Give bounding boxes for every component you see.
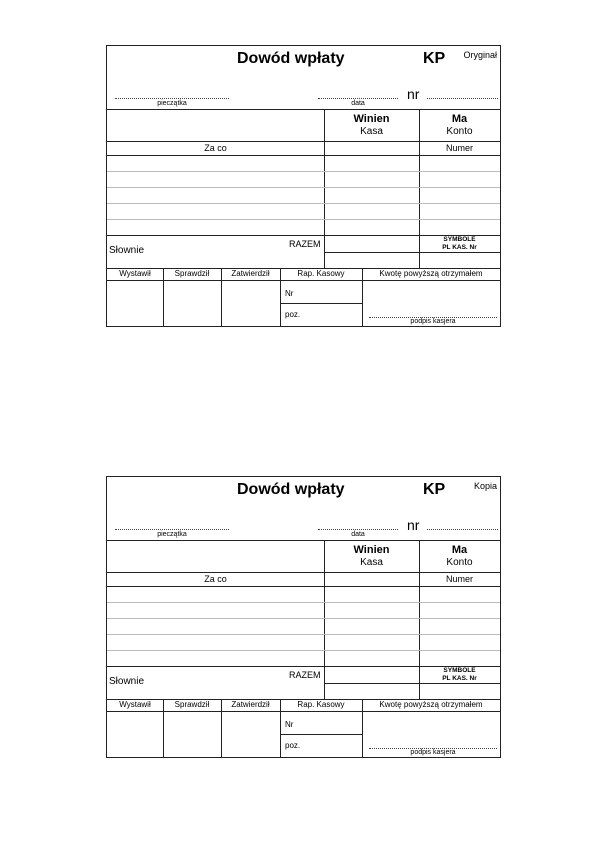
kp-form-original	[106, 45, 501, 327]
date-field[interactable]	[318, 529, 398, 530]
slownie-label: Słownie	[109, 245, 145, 256]
nr-label: nr	[407, 517, 420, 533]
winien-label: Winien	[353, 113, 390, 125]
nr-field[interactable]	[427, 529, 498, 530]
copy-label: Kopia	[473, 481, 497, 491]
pl-kas-nr-label: PL KAS. Nr	[442, 244, 477, 251]
kasa-label: Kasa	[360, 126, 383, 137]
sprawdzil-label: Sprawdził	[174, 269, 210, 278]
nr-field[interactable]	[427, 98, 498, 99]
numer-label: Numer	[445, 143, 473, 153]
podpis-kasjera-label: podpis kasjera	[410, 318, 456, 325]
stamp-label: pieczątka	[157, 100, 187, 107]
ma-label: Ma	[451, 113, 468, 125]
razem-label: RAZEM	[289, 239, 321, 249]
rap-nr-label: Nr	[285, 720, 294, 729]
kp-form-copy	[106, 476, 501, 758]
form-title: Dowód wpłaty	[237, 481, 345, 498]
sprawdzil-label: Sprawdził	[174, 700, 210, 709]
stamp-label: pieczątka	[157, 531, 187, 538]
kwote-label: Kwotę powyższą otrzymałem	[379, 700, 483, 709]
numer-label: Numer	[445, 574, 473, 584]
form-code: KP	[423, 481, 446, 498]
wystawil-label: Wystawił	[119, 700, 151, 709]
stamp-line	[115, 98, 229, 99]
symbole-label: SYMBOLE	[443, 236, 476, 243]
pl-kas-nr-label: PL KAS. Nr	[442, 675, 477, 682]
winien-label: Winien	[353, 544, 390, 556]
kwote-label: Kwotę powyższą otrzymałem	[379, 269, 483, 278]
rap-kasowy-label: Rap. Kasowy	[297, 700, 345, 709]
za-co-label: Za co	[204, 574, 227, 584]
kasa-label: Kasa	[360, 557, 383, 568]
konto-label: Konto	[446, 126, 473, 137]
konto-label: Konto	[446, 557, 473, 568]
form-title: Dowód wpłaty	[237, 50, 345, 67]
nr-label: nr	[407, 86, 420, 102]
rap-poz-label: poz.	[285, 310, 301, 319]
date-label: data	[351, 531, 365, 538]
symbole-label: SYMBOLE	[443, 667, 476, 674]
copy-label: Oryginał	[463, 50, 497, 60]
slownie-label: Słownie	[109, 676, 145, 687]
rap-kasowy-label: Rap. Kasowy	[297, 269, 345, 278]
stamp-line	[115, 529, 229, 530]
razem-label: RAZEM	[289, 670, 321, 680]
date-label: data	[351, 100, 365, 107]
zatwierdzil-label: Zatwierdził	[231, 269, 270, 278]
rap-nr-label: Nr	[285, 289, 294, 298]
rap-poz-label: poz.	[285, 741, 301, 750]
ma-label: Ma	[451, 544, 468, 556]
podpis-kasjera-label: podpis kasjera	[410, 749, 456, 756]
date-field[interactable]	[318, 98, 398, 99]
form-code: KP	[423, 50, 446, 67]
za-co-label: Za co	[204, 143, 227, 153]
zatwierdzil-label: Zatwierdził	[231, 700, 270, 709]
wystawil-label: Wystawił	[119, 269, 151, 278]
